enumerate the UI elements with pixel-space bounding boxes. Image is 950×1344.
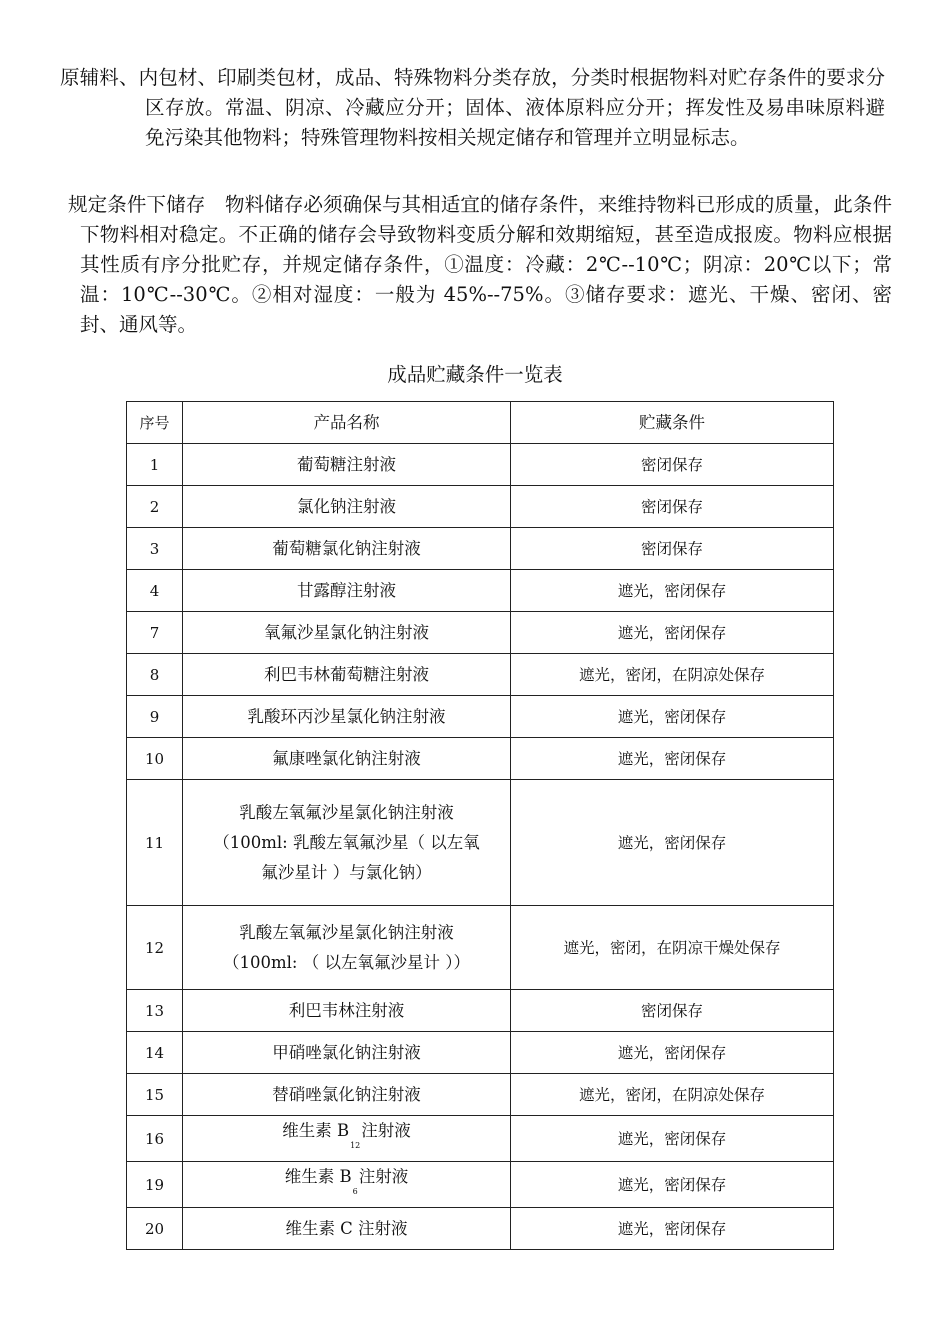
header-storage-condition: 贮藏条件 xyxy=(511,402,834,444)
table-row xyxy=(127,906,834,990)
row-product-name: 甲硝唑氯化钠注射液 xyxy=(183,1032,511,1074)
table-row xyxy=(127,444,834,486)
row-no: 20 xyxy=(127,1208,183,1250)
row-product-name xyxy=(183,1116,511,1162)
row-storage-condition: 遮光，密闭，在阴凉处保存 xyxy=(511,654,834,696)
row-no: 19 xyxy=(127,1162,183,1208)
row-no: 11 xyxy=(127,780,183,906)
table-row xyxy=(127,738,834,780)
product-name-line: （100ml: （ 以左氧氟沙星计 ）） xyxy=(223,952,470,972)
row-no: 7 xyxy=(127,612,183,654)
table-row xyxy=(127,990,834,1032)
row-product-name: 葡萄糖氯化钠注射液 xyxy=(183,528,511,570)
product-name-line: （100ml: 乳酸左氧氟沙星（ 以左氧 xyxy=(213,832,480,852)
row-storage-condition: 遮光，密闭保存 xyxy=(511,1116,834,1162)
row-no: 10 xyxy=(127,738,183,780)
row-product-name: 替硝唑氯化钠注射液 xyxy=(183,1074,511,1116)
row-product-name: 利巴韦林注射液 xyxy=(183,990,511,1032)
row-product-name: 利巴韦林葡萄糖注射液 xyxy=(183,654,511,696)
product-name-line: 乳酸左氧氟沙星氯化钠注射液 xyxy=(239,802,454,822)
product-name-line: 乳酸左氧氟沙星氯化钠注射液 xyxy=(239,922,454,942)
row-storage-condition: 遮光，密闭保存 xyxy=(511,612,834,654)
product-name-suffix: 注射液 xyxy=(358,1167,409,1186)
row-storage-condition: 遮光，密闭保存 xyxy=(511,1162,834,1208)
row-no: 13 xyxy=(127,990,183,1032)
table-row xyxy=(127,1162,834,1208)
product-name-subscript: 12 xyxy=(350,1141,361,1150)
row-no: 15 xyxy=(127,1074,183,1116)
row-storage-condition: 遮光，密闭，在阴凉处保存 xyxy=(511,1074,834,1116)
header-no: 序号 xyxy=(127,402,183,444)
row-storage-condition: 遮光，密闭，在阴凉干燥处保存 xyxy=(511,906,834,990)
row-storage-condition: 密闭保存 xyxy=(511,990,834,1032)
table-row xyxy=(127,486,834,528)
table-row xyxy=(127,1208,834,1250)
table-row xyxy=(127,612,834,654)
table-row xyxy=(127,570,834,612)
product-name-line: 氟沙星计 ）与氯化钠） xyxy=(261,862,432,882)
product-name-subscript: 6 xyxy=(352,1187,358,1196)
row-product-name xyxy=(183,1162,511,1208)
row-no: 8 xyxy=(127,654,183,696)
row-no: 1 xyxy=(127,444,183,486)
row-no: 14 xyxy=(127,1032,183,1074)
table-row xyxy=(127,696,834,738)
row-storage-condition: 密闭保存 xyxy=(511,528,834,570)
row-no: 16 xyxy=(127,1116,183,1162)
row-product-name: 甘露醇注射液 xyxy=(183,570,511,612)
paragraph-storage-classification: 原辅料、内包材、印刷类包材，成品、特殊物料分类存放，分类时根据物料对贮存条件的要求分区存放。常温、阴凉、冷藏应分开；固体、液体原料应分开；挥发性及易串味原料避免污染其他物料；特殊管理物料按相关规定储存和管理并立明显标志。 xyxy=(60,66,885,149)
table-title: 成品贮藏条件一览表 xyxy=(387,363,563,386)
table-row xyxy=(127,528,834,570)
table-row xyxy=(127,1074,834,1116)
row-storage-condition: 遮光，密闭保存 xyxy=(511,780,834,906)
row-no: 3 xyxy=(127,528,183,570)
table-row xyxy=(127,654,834,696)
table-row xyxy=(127,780,834,906)
row-no: 4 xyxy=(127,570,183,612)
product-name-prefix: 维生素 B xyxy=(282,1121,350,1140)
row-no: 2 xyxy=(127,486,183,528)
table-header-row xyxy=(127,402,834,444)
row-product-name: 葡萄糖注射液 xyxy=(183,444,511,486)
row-storage-condition: 遮光，密闭保存 xyxy=(511,570,834,612)
row-product-name: 氧氟沙星氯化钠注射液 xyxy=(183,612,511,654)
row-product-name: 氯化钠注射液 xyxy=(183,486,511,528)
row-storage-condition: 遮光，密闭保存 xyxy=(511,738,834,780)
table-row xyxy=(127,1116,834,1162)
storage-conditions-table xyxy=(126,401,834,1250)
row-no: 12 xyxy=(127,906,183,990)
row-product-name: 乳酸环丙沙星氯化钠注射液 xyxy=(183,696,511,738)
row-storage-condition: 密闭保存 xyxy=(511,444,834,486)
row-no: 9 xyxy=(127,696,183,738)
paragraph-storage-conditions: 规定条件下储存 物料储存必须确保与其相适宜的储存条件，来维持物料已形成的质量，此条件下物料相对稳定。不正确的储存会导致物料变质分解和效期缩短，甚至造成报废。物料应根据其性质有序分批贮存，并规定储存条件，①温度：冷藏：2℃--10℃；阴凉：20℃以下；常温：10℃--30℃。②相对湿度：一般为 45%--75%。③储存要求：遮光、干燥、密闭、密封、通风等。 xyxy=(68,193,892,336)
row-product-name: 氟康唑氯化钠注射液 xyxy=(183,738,511,780)
product-name-suffix: 注射液 xyxy=(361,1121,411,1140)
row-storage-condition: 遮光，密闭保存 xyxy=(511,1208,834,1250)
product-name-prefix: 维生素 B xyxy=(284,1167,352,1186)
row-product-name xyxy=(183,780,511,906)
header-product-name: 产品名称 xyxy=(183,402,511,444)
row-storage-condition: 密闭保存 xyxy=(511,486,834,528)
row-storage-condition: 遮光，密闭保存 xyxy=(511,696,834,738)
row-storage-condition: 遮光，密闭保存 xyxy=(511,1032,834,1074)
row-product-name: 维生素 C 注射液 xyxy=(183,1208,511,1250)
table-row xyxy=(127,1032,834,1074)
row-product-name xyxy=(183,906,511,990)
